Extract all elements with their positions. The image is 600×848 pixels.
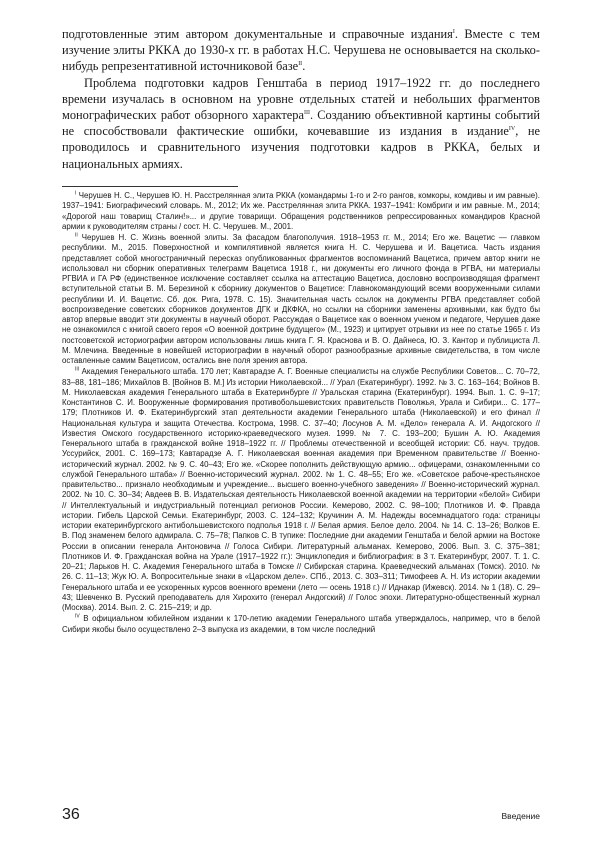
footnote	[62, 233, 540, 366]
footnote	[62, 367, 540, 613]
p2-text-c: , не проводилось и сравнительного изучения подготовки кадров в РККА, белых и национальных армиях.	[62, 124, 540, 171]
p2-text-b: . Созданию объективной картины событий не способствовали фактические ошибки, кочевавшие из издания в издание	[62, 108, 540, 139]
footnote-text: Черушев Н. С. Жизнь военной элиты. За фасадом благополучия. 1918–1953 гг. М., 2014; Его же. Вацетис — главком республики. М., 2015. Поверхностной и компилятивной является книга Н. С. Черушева и И. Вацетиса. Часть издания представляет собой многостраничный пересказ опубликованных фрагментов воспоминаний Вацетиса, причем автор книги не использовал ни сборник оперативных телеграмм Вацетиса 1918 г., ни документы его личного фонда в РГВА, ни материалы РГВИА и ГА РФ (единственное исключение составляет ссылка на аттестацию Вацетиса, дословно воспроизводящая фрагмент вступительной статьи В. М. Березиной к сборнику документов о Вацетисе: Главнокомандующий всеми вооруженными силами республики И. И. Вацетис. Сб. док. Рига, 1978. С. 15). Значительная часть ссылок на документы РГВА представляет собой воспроизведение советских сборников документов ДГК и ДКФКА, но ссылки на сборники заменены архивными, как будто бы автор впервые вводит эти документы в научный оборот. Рассуждая о Вацетисе как о военном ученом и педагоге, Черушев даже не ознакомился с книгой своего героя «О военной доктрине будущего» (М., 1923) и цитирует отрывки из нее по статье 1965 г. Из постсоветской историографии автором использованы лишь книга Г. Я. Краснова и В. О. Дайнеса, Ю. З. Кантор и публициста Л. М. Млечина. Введенные в новейшей историографии в научный оборот разнообразные архивные свидетельства, в том числе оставленные самим Вацетисом, остались вне поля зрения автора.	[62, 233, 540, 365]
running-head: Введение	[501, 811, 540, 821]
footnote	[62, 191, 540, 232]
p1-text-a: подготовленные этим автором документальные и справочные издания	[62, 27, 453, 41]
footnote-marker: I	[75, 190, 77, 197]
footnotes	[62, 191, 540, 636]
main-text	[62, 26, 540, 172]
footnote-marker: IV	[75, 613, 80, 620]
p1-text-c: .	[302, 59, 306, 74]
footnote-separator	[62, 186, 238, 187]
footnote	[62, 614, 540, 635]
footnote-text: В официальном юбилейном издании к 170-летию академии Генерального штаба утверждалось, например, что в белой Сибири якобы было осуществлено 2–3 выпуска из академии, в том числе последний	[62, 614, 540, 634]
footnote-ref-1: I	[452, 28, 455, 35]
footnote-marker: III	[75, 366, 80, 373]
footnote-ref-2: II	[298, 61, 303, 68]
p2-text-a: Проблема подготовки кадров Генштаба в период 1917–1922 гг. до последнего времени изучалась в основном на уровне отдельных статей и небольших фрагментов монографических работ обзорного характера	[62, 75, 540, 123]
paragraph-1	[62, 26, 540, 75]
p1-text-b: . Вместе с тем изучение элиты РККА до 1930-х гг. в работах Н.С. Черушева не основывается на сколько-нибудь репрезентативной источниковой базе	[62, 27, 540, 74]
footnote-text: Черушев Н. С., Черушев Ю. Н. Расстрелянная элита РККА (командармы 1-го и 2-го рангов, комкоры, комдивы и им равные). 1937–1941: Биографический словарь. М., 2012; Их же. Расстрелянная элита РККА. 1937–1941: Комбриги и им равные. М., 2014; «Дорогой наш товарищ Сталин!»... и другие товарищи. Обращения родственников репрессированных командиров Красной армии к руководителям страны / сост. Н. С. Черушев. М., 2001.	[62, 191, 541, 231]
footnote-text: Академия Генерального штаба. 170 лет; Кавтарадзе А. Г. Военные специалисты на службе Республики Советов... С. 70–72, 83–88, 181–186; Михайлов В. [Войнов В. М.] Из истории Николаевской... // Урал (Екатеринбург). 1992. № 3. С. 163–164; Войнов В. М. Николаевская академия Генерального штаба в Екатеринбурге // Уральская старина (Екатеринбург). 1994. Вып. 1. С. 9–17; Константинов С. И. Вооруженные формирования противобольшевистских правительств Поволжья, Урала и Сибири... С. 177–179; Плотников И. Ф. Екатеринбургский этап деятельности академии Генерального штаба (Николаевской) и его финал // Национальная культура и защита Отечества. Кострома, 1998. С. 37–40; Лосунов А. М. «Дело» генерала А. И. Андогского // Известия Омского государственного историко-краеведческого музея. 1999. № 7. С. 193–200; Бушин А. Ю. Академия Генерального штаба в гражданской войне 1918–1922 гг. // Проблемы отечественной и всеобщей истории: Сб. науч. трудов. Уссурийск, 2001. С. 169–173; Кавтарадзе А. Г. Николаевская военная академия при Временном правительстве // Военно-исторический журнал. 2002. № 9. С. 40–43; Его же. «Скорее пополнить действующую армию... офицерами, ознакомленными со службой Генерального штаба» // Военно-исторический журнал. 2002. № 1. С. 48–55; Его же. «Советское рабоче-крестьянское правительство... признало необходимым и учреждение... высшего военно-учебного заведения» // Военно-исторический журнал. 2002. № 10. С. 30–34; Авдеев В. В. Издательская деятельность Николаевской военной академии на территории «белой» Сибири // Интеллектуальный и индустриальный потенциал регионов России. Кемерово, 2002. С. 98–100; Плотников И. Ф. Правда истории. Гибель Царской Семьи. Екатеринбург, 2003. С. 124–132; Кручинин А. М. Надежды восемнадцатого года: страницы истории екатеринбургского антибольшевистского подполья 1918 г. // Белая армия. Белое дело. 2004. № 14. С. 13–26; Волков Е. В. Под знаменем белого адмирала. С. 75–78; Папков С. В тупике: Последние дни академии Генштаба и белой армии на Востоке России в описании генерала Антоновича // Голоса Сибири. Литературный альманах. Кемерово, 2006. Вып. 3. С. 375–381; Плотников И. Ф. Гражданская война на Урале (1917–1922 гг.): Энциклопедия и библиография: в 3 т. Екатеринбург, 2007. Т. 1. С. 20–21; Ларьков Н. С. Академия Генерального штаба в Томске // Сибирская старина. Краеведческий альманах (Томск). 2010. № 26. С. 11–13; Жук Ю. А. Вопросительные знаки в «Царском деле». СПб., 2013. С. 303–311; Тимофеев А. Н. Из истории академии Генерального штаба и ее ускоренных курсов военного времени (лето — осень 1918 г.) // Иднакар (Ижевск). 2014. № 1 (18). С. 29–43; Шевченко В. Русский преподаватель для Хирохито (генерал Андогский) // Голос эпохи. Литературно-общественный журнал (Москва). 2014. Вып. 2. С. 215–219; и др.	[62, 367, 540, 612]
footnote-ref-3: III	[303, 109, 310, 116]
paragraph-2	[62, 75, 540, 172]
footnote-marker: II	[75, 232, 78, 239]
page-number: 36	[62, 806, 80, 823]
footnote-ref-4: IV	[508, 126, 516, 133]
